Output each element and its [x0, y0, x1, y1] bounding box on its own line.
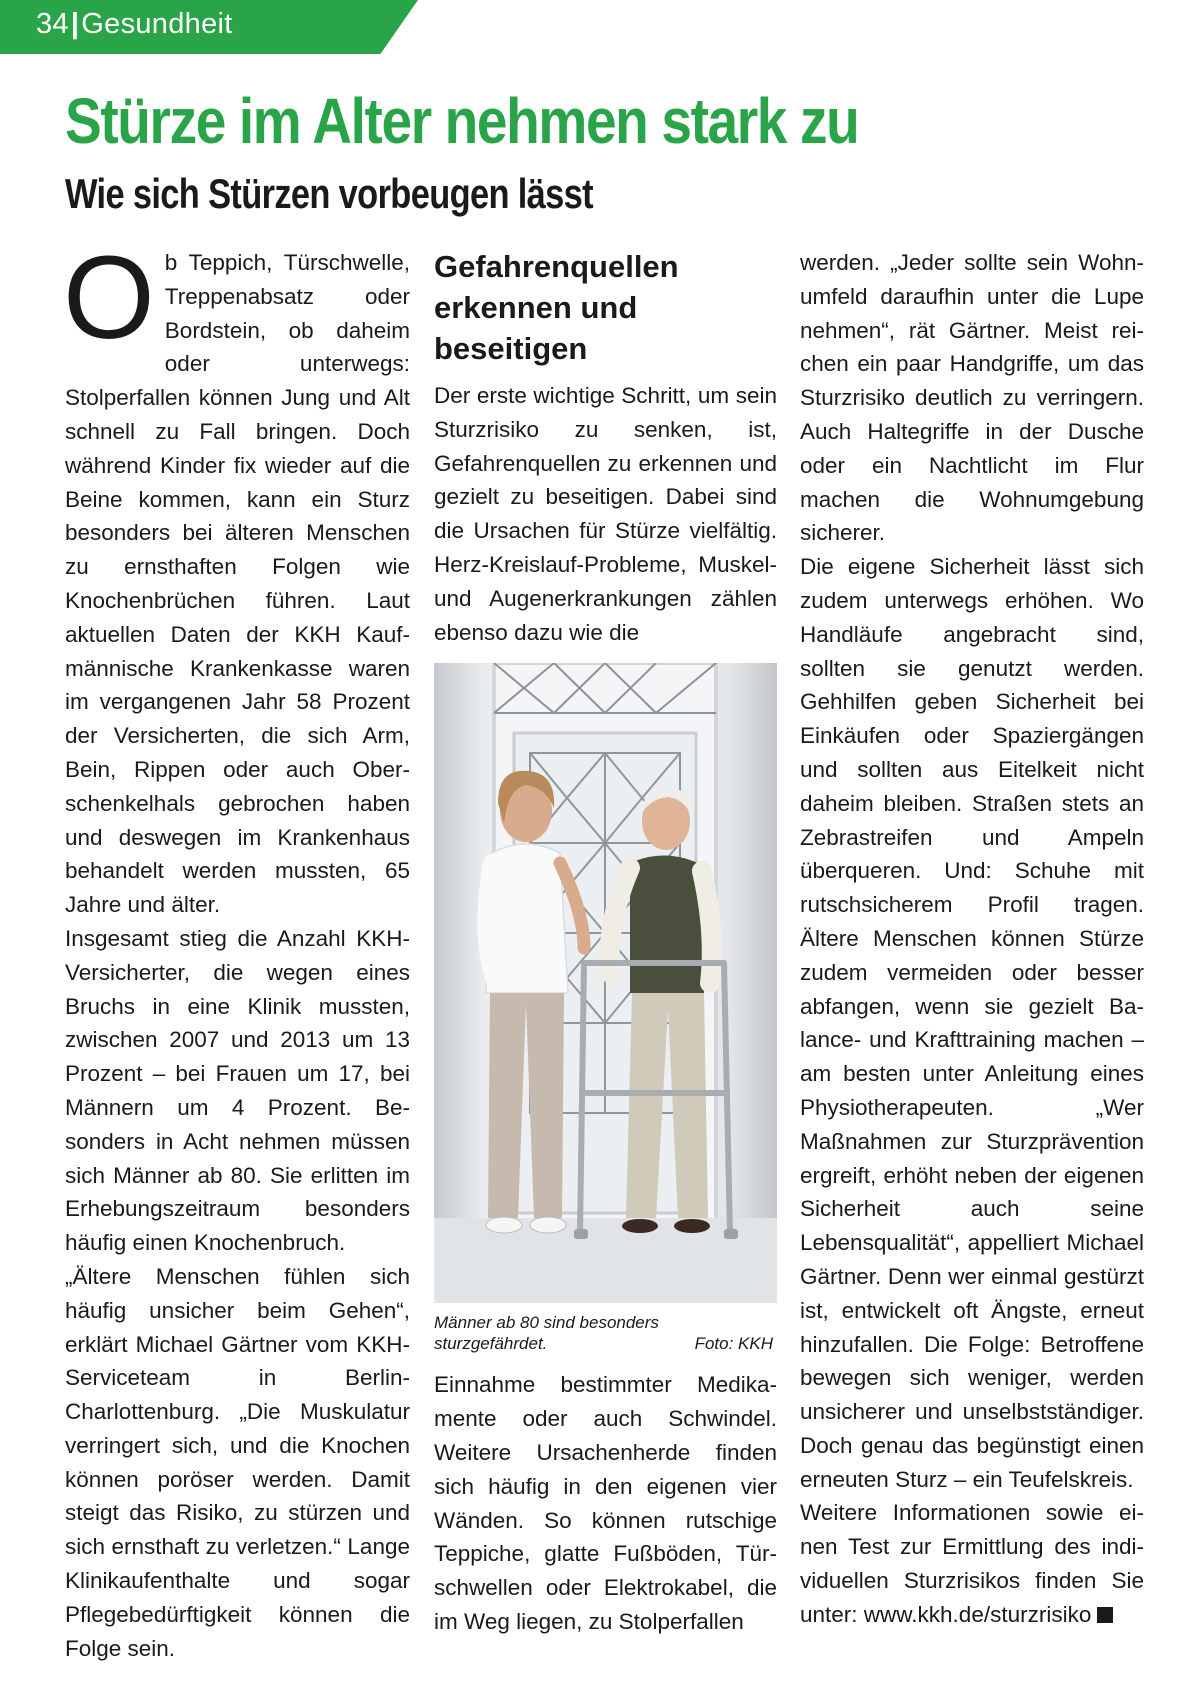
closing-text: Weitere Informationen sowie einen Test zur Ermittlung des individuellen Sturzrisikos finden Sie unter: www.kkh.de/sturzrisiko [800, 1500, 1144, 1627]
headline: Stürze im Alter nehmen stark zu [65, 85, 859, 157]
photo-caption [434, 1312, 777, 1368]
paragraph: „Ältere Menschen fühlen sich häufig unsicher beim Gehen“, erklärt Michael Gärtner vom KKH-Serviceteam in Berlin-Charlottenburg. „Die Muskulatur verringert sich, und die Knochen können poröser werden. Damit steigt das Risiko, zu stürzen und sich ernsthaft zu verletzen.“ Lange Klinikaufenthalte und sogar Pflegebedürftigkeit können die Folge sein. [65, 1263, 410, 1661]
closing-paragraph [800, 1496, 1144, 1631]
drop-cap: O [63, 232, 155, 364]
end-of-article-mark [1097, 1607, 1113, 1623]
lead-paragraph [63, 232, 410, 922]
article-column-1 [63, 232, 410, 1665]
paragraph: Die eigene Sicherheit lässt sich zudem unterwegs erhöhen. Wo Handläufe angebracht sind, sollten sie genutzt werden. Gehhilfen geben Sicherheit bei Einkäufen oder Spaziergängen und sollten aus Eitelkeit nicht daheim bleiben. Straßen stets an Zebrastreifen und Ampeln überqueren. Und: Schuhe mit rutschsicherem Profil tragen. Ältere Menschen können Stürze zudem vermeiden oder besser abfangen, wenn sie gezielt Balance- und Krafttraining machen – am besten unter Anleitung eines Physiotherapeuten. „Wer Maßnahmen zur Sturzprävention ergreift, erhöht neben der eigenen Sicherheit auch seine Lebensqualität“, appelliert Michael Gärtner. Denn wer einmal gestürzt ist, entwickelt oft Ängste, erneut hinzufallen. Die Folge: Betroffene bewegen sich weniger, werden unsicherer und unselbstständiger. Doch genau das begünstigt einen erneuten Sturz – ein Teufelskreis. [800, 554, 1144, 1492]
page-number: 34 [36, 8, 69, 40]
paragraph: werden. „Jeder sollte sein Wohnumfeld daraufhin unter die Lupe nehmen“, rät Gärtner. Meist reichen ein paar Handgriffe, um das Sturzrisiko deutlich zu verringern. Auch Haltegriffe in der Dusche oder ein Nachtlicht im Flur machen die Wohnumgebung sicherer. [800, 250, 1144, 546]
photo-figure [434, 663, 777, 1368]
subheadline: Wie sich Stürzen vorbeugen lässt [65, 170, 593, 217]
section-heading: Gefahrenquellen erkennen und beseitigen [434, 249, 679, 366]
caption-text: Männer ab 80 sind besonders sturzgefährdet. [434, 1313, 659, 1354]
article-column-2 [434, 246, 777, 1639]
section-label [36, 8, 233, 41]
photo-credit: Foto: KKH [694, 1334, 773, 1354]
paragraph: Der erste wichtige Schritt, um sein Sturzrisiko zu senken, ist, Gefahrenquellen zu erkennen und gezielt zu beseitigen. Dabei sind die Ursachen für Stürze vielfältig. Herz-Kreislauf-Probleme, Muskel- und Augenerkrankungen zählen ebenso dazu wie die [434, 383, 777, 645]
article-column-3 [800, 246, 1144, 1632]
article-photo [434, 663, 777, 1303]
paragraph: Einnahme bestimmter Medikamente oder auch Schwindel. Weitere Ursachenherde finden sich häufig in den eigenen vier Wänden. So können rutschige Teppiche, glatte Fußböden, Türschwellen oder Elektrokabel, die im Weg liegen, zu Stolperfallen [434, 1372, 777, 1634]
nurse-and-senior-with-walker-illustration [434, 663, 777, 1303]
lead-text: b Teppich, Türschwelle, Treppenabsatz oder Bordstein, ob daheim oder unterwegs: Stolperfallen können Jung und Alt schnell zu Fall bringen. Doch während Kinder fix wieder auf die Beine kommen, kann ein Sturz besonders bei älteren Menschen zu ernsthaften Folgen wie Knochenbrüchen führen. Laut aktuellen Daten der KKH Kaufmännische Krankenkasse waren im vergangenen Jahr 58 Prozent der Versicherten, die sich Arm, Bein, Rippen oder auch Oberschenkelhals gebrochen haben und deswegen im Krankenhaus behandelt werden mussten, 65 Jahre und älter. [65, 250, 410, 918]
section-name: Gesundheit [81, 8, 233, 40]
paragraph: Insgesamt stieg die Anzahl KKH-Versicherter, die wegen eines Bruchs in eine Klinik mussten, zwischen 2007 und 2013 um 13 Prozent – bei Frauen um 17, bei Männern um 4 Prozent. Besonders in Acht nehmen müssen sich Männer ab 80. Sie erlitten im Erhebungszeitraum besonders häufig einen Knochenbruch. [65, 925, 410, 1256]
section-separator: | [70, 8, 80, 40]
